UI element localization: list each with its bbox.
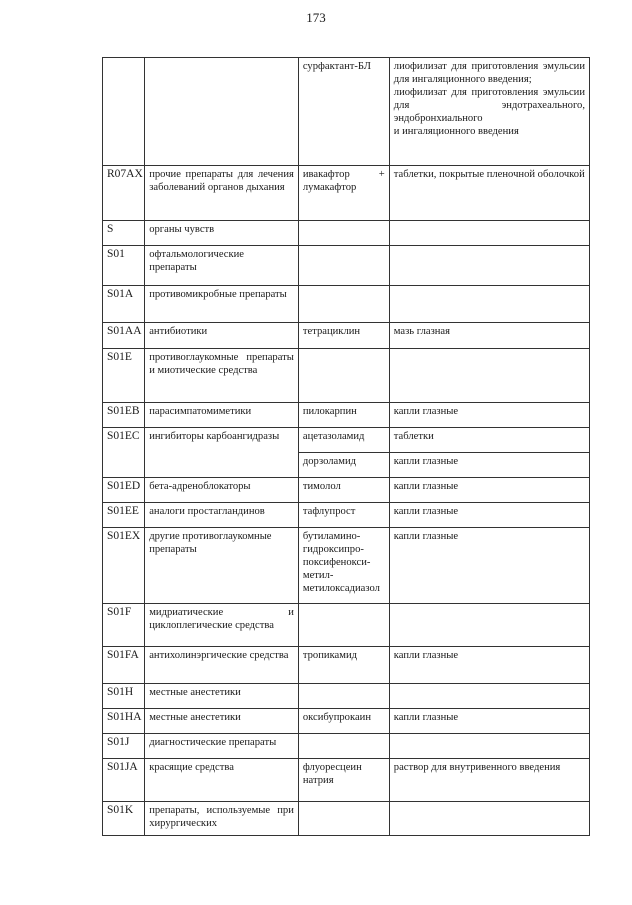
table-row	[103, 647, 590, 684]
atc-code: S01E	[103, 349, 145, 403]
dosage-form	[389, 734, 589, 759]
dosage-form	[389, 684, 589, 709]
group-name: прочие препараты для лечения заболеваний органов дыхания	[145, 166, 299, 221]
dosage-form	[389, 286, 589, 323]
group-name: диагностические препараты	[145, 734, 299, 759]
dosage-form: раствор для внутривенного введения	[389, 759, 589, 802]
dosage-form: капли глазные	[389, 709, 589, 734]
atc-code: R07AX	[103, 166, 145, 221]
dosage-form: капли глазные	[389, 453, 589, 478]
atc-code: S01J	[103, 734, 145, 759]
atc-code	[103, 58, 145, 166]
table-row	[103, 503, 590, 528]
group-name: другие противоглаукомные препараты	[145, 528, 299, 604]
group-name: местные анестетики	[145, 684, 299, 709]
group-name: мидриатические и циклоплегические средства	[145, 604, 299, 647]
drug-name	[298, 221, 389, 246]
atc-code: S01K	[103, 802, 145, 836]
drug-name: бутиламино- гидроксипро- поксифенокси- метил- метилоксадиазол	[298, 528, 389, 604]
dosage-form: таблетки	[389, 428, 589, 453]
table-row	[103, 221, 590, 246]
group-name: ингибиторы карбоангидразы	[145, 428, 299, 478]
dosage-form: таблетки, покрытые пленочной оболочкой	[389, 166, 589, 221]
atc-code: S01JA	[103, 759, 145, 802]
drug-name: тафлупрост	[298, 503, 389, 528]
group-name: бета-адреноблокаторы	[145, 478, 299, 503]
drug-name: тимолол	[298, 478, 389, 503]
dosage-form: капли глазные	[389, 403, 589, 428]
drug-name: пилокарпин	[298, 403, 389, 428]
drug-name	[298, 349, 389, 403]
dosage-form: капли глазные	[389, 478, 589, 503]
atc-code: S01H	[103, 684, 145, 709]
table-row	[103, 684, 590, 709]
table-row	[103, 403, 590, 428]
drug-name: флуоресцеин натрия	[298, 759, 389, 802]
table-row	[103, 802, 590, 836]
dosage-form: лиофилизат для приготовления эмульсии для ингаляционного введения; лиофилизат для приготовления эмульсии для эндотрахеального, эндобронхиального и ингаляционного введения	[389, 58, 589, 166]
dosage-form: капли глазные	[389, 528, 589, 604]
dosage-form: капли глазные	[389, 503, 589, 528]
atc-code: S01F	[103, 604, 145, 647]
group-name: противомикробные препараты	[145, 286, 299, 323]
group-name: противоглаукомные препараты и миотические средства	[145, 349, 299, 403]
drug-name	[298, 246, 389, 286]
group-name: антибиотики	[145, 323, 299, 349]
group-name: парасимпатомиметики	[145, 403, 299, 428]
group-name: аналоги простагландинов	[145, 503, 299, 528]
table-row	[103, 166, 590, 221]
atc-code: S	[103, 221, 145, 246]
drug-name: ивакафтор + лумакафтор	[298, 166, 389, 221]
drug-name	[298, 684, 389, 709]
atc-code: S01EC	[103, 428, 145, 478]
atc-code: S01ED	[103, 478, 145, 503]
dosage-form	[389, 221, 589, 246]
group-name: препараты, используемые при хирургических	[145, 802, 299, 836]
dosage-form: капли глазные	[389, 647, 589, 684]
atc-code: S01EX	[103, 528, 145, 604]
page-number: 173	[306, 10, 326, 25]
atc-code: S01FA	[103, 647, 145, 684]
drug-name	[298, 286, 389, 323]
drug-name: сурфактант-БЛ	[298, 58, 389, 166]
table-row	[103, 759, 590, 802]
table-row	[103, 478, 590, 503]
dosage-form: мазь глазная	[389, 323, 589, 349]
atc-code: S01A	[103, 286, 145, 323]
dosage-form	[389, 802, 589, 836]
atc-code: S01EB	[103, 403, 145, 428]
drug-name: ацетазоламид	[298, 428, 389, 453]
dosage-form	[389, 349, 589, 403]
group-name	[145, 58, 299, 166]
group-name: органы чувств	[145, 221, 299, 246]
table-row	[103, 709, 590, 734]
drug-name	[298, 734, 389, 759]
dosage-form	[389, 604, 589, 647]
drug-name: тетрациклин	[298, 323, 389, 349]
atc-code: S01	[103, 246, 145, 286]
drug-table	[102, 57, 590, 836]
group-name: офтальмологические препараты	[145, 246, 299, 286]
table-row	[103, 323, 590, 349]
group-name: местные анестетики	[145, 709, 299, 734]
atc-code: S01HA	[103, 709, 145, 734]
drug-name: дорзоламид	[298, 453, 389, 478]
atc-code: S01EE	[103, 503, 145, 528]
table-row	[103, 734, 590, 759]
table-row	[103, 428, 590, 453]
table-row	[103, 58, 590, 166]
dosage-form	[389, 246, 589, 286]
table-row	[103, 604, 590, 647]
table-row	[103, 349, 590, 403]
atc-code: S01AA	[103, 323, 145, 349]
table-row	[103, 246, 590, 286]
table-row	[103, 528, 590, 604]
table-row	[103, 286, 590, 323]
drug-name: тропикамид	[298, 647, 389, 684]
drug-name	[298, 604, 389, 647]
drug-name	[298, 802, 389, 836]
drug-name: оксибупрокаин	[298, 709, 389, 734]
group-name: антихолинэргические средства	[145, 647, 299, 684]
group-name: красящие средства	[145, 759, 299, 802]
